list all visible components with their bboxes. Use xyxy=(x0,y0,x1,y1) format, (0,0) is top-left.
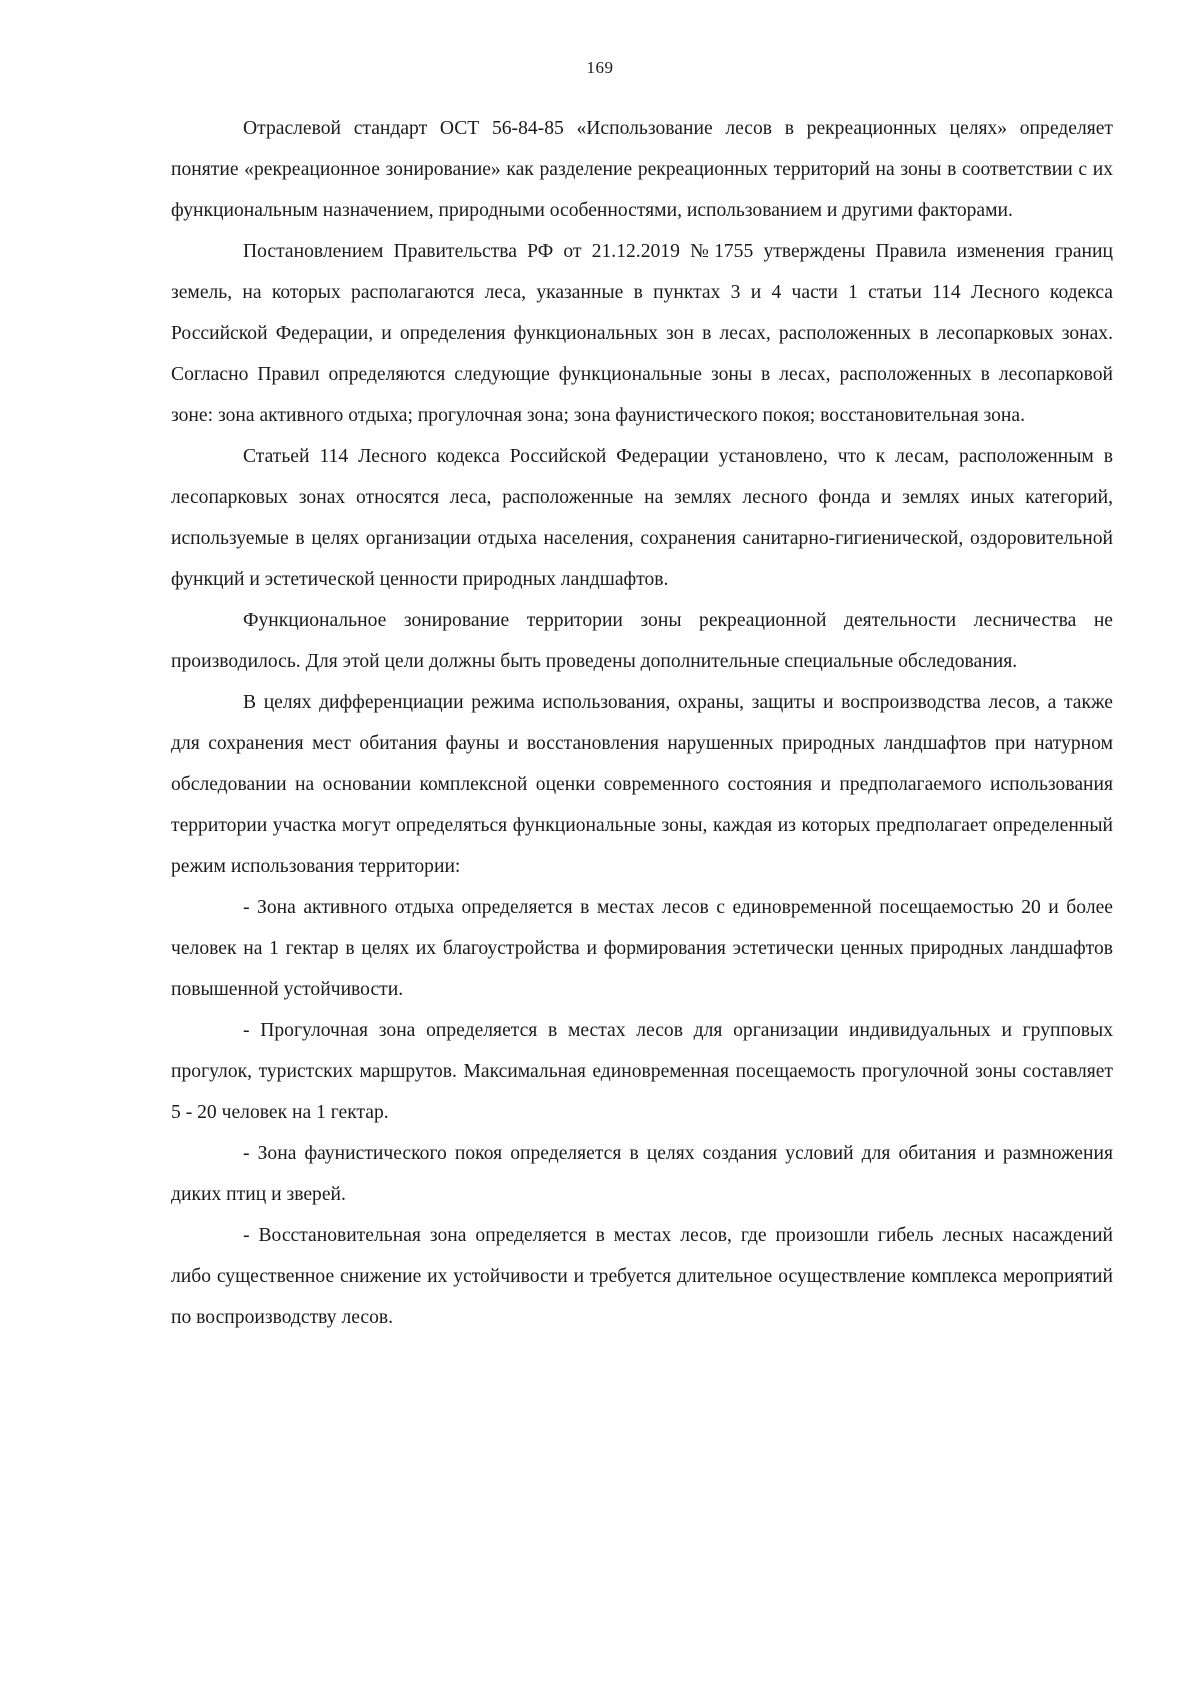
paragraph-government-decree: Постановлением Правительства РФ от 21.12.2019 №1755 утверждены Правила изменения границ земель, на которых располагаются леса, указанные в пунктах 3 и 4 части 1 статьи 114 Лесного кодекса Российской Федерации, и определения функциональных зон в лесах, расположенных в лесопарковых зонах. Согласно Правил определяются следующие функциональные зоны в лесах, расположенных в лесопарковой зоне: зона активного отдыха; прогулочная зона; зона фаунистического покоя; восстановительная зона. xyxy=(171,241,1113,426)
paragraph-zoning-not-performed: Функциональное зонирование территории зоны рекреационной деятельности лесничества не производилось. Для этой цели должны быть проведены дополнительные специальные обследования. xyxy=(171,610,1113,672)
document-body xyxy=(171,108,1113,1338)
list-item-walking-zone: - Прогулочная зона определяется в местах лесов для организации индивидуальных и групповых прогулок, туристских маршрутов. Максимальная единовременная посещаемость прогулочной зоны составляет 5 - 20 человек на 1 гектар. xyxy=(171,1020,1113,1123)
page-number: 169 xyxy=(586,58,614,77)
paragraph-ost-standard: Отраслевой стандарт ОСТ 56-84-85 «Использование лесов в рекреационных целях» определяет понятие «рекреационное зонирование» как разделение рекреационных территорий на зоны в соответствии с их функциональным назначением, природными особенностями, использованием и другими факторами. xyxy=(171,118,1113,221)
list-item-active-rest-zone: - Зона активного отдыха определяется в местах лесов с единовременной посещаемостью 20 и более человек на 1 гектар в целях их благоустройства и формирования эстетически ценных природных ландшафтов повышенной устойчивости. xyxy=(171,897,1113,1000)
list-item-restoration-zone: - Восстановительная зона определяется в местах лесов, где произошли гибель лесных насаждений либо существенное снижение их устойчивости и требуется длительное осуществление комплекса мероприятий по воспроизводству лесов. xyxy=(171,1225,1113,1328)
list-item-faunal-rest-zone: - Зона фаунистического покоя определяется в целях создания условий для обитания и размножения диких птиц и зверей. xyxy=(171,1143,1113,1205)
paragraph-zone-purposes: В целях дифференциации режима использования, охраны, защиты и воспроизводства лесов, а также для сохранения мест обитания фауны и восстановления нарушенных природных ландшафтов при натурном обследовании на основании комплексной оценки современного состояния и предполагаемого использования территории участка могут определяться функциональные зоны, каждая из которых предполагает определенный режим использования территории: xyxy=(171,692,1113,877)
paragraph-forest-code-article: Статьей 114 Лесного кодекса Российской Федерации установлено, что к лесам, расположенным в лесопарковых зонах относятся леса, расположенные на землях лесного фонда и землях иных категорий, используемые в целях организации отдыха населения, сохранения санитарно-гигиенической, оздоровительной функций и эстетической ценности природных ландшафтов. xyxy=(171,446,1113,590)
